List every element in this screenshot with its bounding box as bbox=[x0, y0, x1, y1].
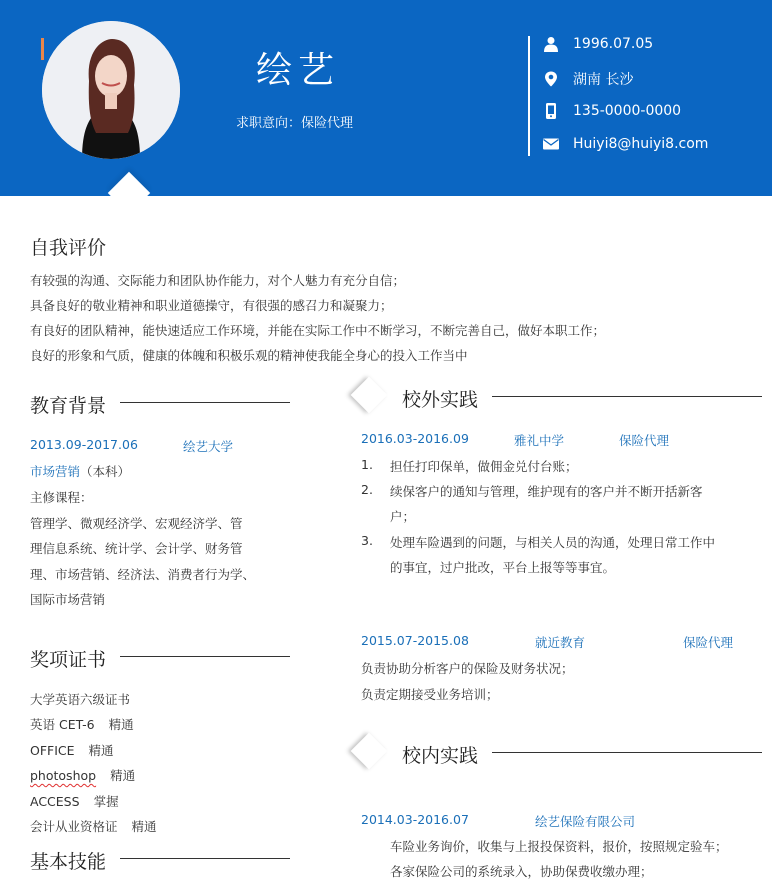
award-item bbox=[30, 766, 135, 784]
job1-period: 2016.03-2016.09 bbox=[361, 431, 469, 446]
course-line: 国际市场营销 bbox=[30, 592, 106, 607]
profile-photo bbox=[42, 21, 180, 159]
self-eval-line: 具备良好的敬业精神和职业道德操守，有很强的感召力和凝聚力； bbox=[30, 298, 393, 313]
candidate-name: 绘艺 bbox=[256, 50, 341, 91]
award-level: 精通 bbox=[108, 717, 134, 732]
accent-bar bbox=[41, 38, 44, 60]
inside-duty-line: 车险业务询价，收集与上报投保资料，报价，按照规定验车； bbox=[390, 839, 728, 854]
contact-phone bbox=[543, 103, 681, 119]
award-name: ACCESS bbox=[30, 794, 80, 809]
contact-location bbox=[543, 69, 633, 89]
education-rule bbox=[120, 402, 290, 403]
award-item bbox=[30, 715, 134, 733]
education-period: 2013.09-2017.06 bbox=[30, 437, 138, 452]
award-name: 会计从业资格证 bbox=[30, 819, 118, 834]
skills-title: 基本技能 bbox=[30, 847, 114, 874]
award-item bbox=[30, 690, 130, 708]
inside-duty-line: 各家保险公司的系统录入，协助保费收缴办理； bbox=[390, 864, 653, 879]
birth-date: 1996.07.05 bbox=[573, 36, 654, 52]
education-title: 教育背景 bbox=[30, 391, 114, 418]
award-level: 精通 bbox=[131, 819, 157, 834]
education-school: 绘艺大学 bbox=[183, 439, 234, 454]
job2-duty-line: 负责协助分析客户的保险及财务状况； bbox=[361, 661, 574, 676]
inside-org: 绘艺保险有限公司 bbox=[535, 814, 636, 829]
outside-practice-rule bbox=[492, 396, 762, 397]
award-level: 精通 bbox=[88, 743, 114, 758]
job1-duty-line: 担任打印保单，做佣金兑付台账； bbox=[390, 459, 578, 474]
email-address: Huiyi8@huiyi8.com bbox=[573, 136, 709, 152]
location: 湖南 长沙 bbox=[573, 72, 634, 88]
award-item bbox=[30, 817, 157, 835]
education-major-line bbox=[30, 462, 130, 480]
course-line: 管理学、微观经济学、宏观经济学、管 bbox=[30, 516, 243, 531]
self-eval-title: 自我评价 bbox=[30, 233, 106, 260]
outside-practice-title: 校外实践 bbox=[402, 385, 486, 412]
job1-org: 雅礼中学 bbox=[514, 433, 565, 448]
award-level: 掌握 bbox=[93, 794, 119, 809]
inside-period: 2014.03-2016.07 bbox=[361, 812, 469, 827]
contact-email bbox=[543, 136, 708, 152]
self-eval-line: 有良好的团队精神，能快速适应工作环境，并能在实际工作中不断学习，不断完善自己，做好本职工作； bbox=[30, 323, 606, 338]
skills-rule bbox=[120, 858, 290, 859]
section-diamond-marker bbox=[351, 733, 388, 770]
inside-practice-title: 校内实践 bbox=[402, 741, 486, 768]
education-degree: （本科） bbox=[80, 464, 131, 479]
award-name: 英语 CET-6 bbox=[30, 717, 95, 732]
award-name: OFFICE bbox=[30, 743, 75, 758]
inside-practice-rule bbox=[492, 752, 762, 753]
job1-duty-line: 续保客户的通知与管理，维护现有的客户并不断开括新客 bbox=[390, 484, 703, 499]
list-number: 2. bbox=[361, 482, 373, 497]
award-name: 大学英语六级证书 bbox=[30, 692, 131, 707]
location-pin-icon bbox=[543, 71, 559, 87]
contact-birth bbox=[543, 36, 653, 52]
list-number: 1. bbox=[361, 457, 373, 472]
envelope-icon bbox=[543, 136, 559, 152]
course-line: 理、市场营销、经济法、消费者行为学、 bbox=[30, 567, 256, 582]
job2-org: 就近教育 bbox=[535, 635, 586, 650]
section-diamond-marker bbox=[351, 377, 388, 414]
job2-role: 保险代理 bbox=[683, 635, 734, 650]
course-line: 理信息系统、统计学、会计学、财务管 bbox=[30, 541, 243, 556]
phone-icon bbox=[543, 103, 559, 119]
job-objective: 求职意向：保险代理 bbox=[236, 116, 354, 131]
header-banner bbox=[0, 0, 772, 196]
list-number: 3. bbox=[361, 533, 373, 548]
self-eval-line: 良好的形象和气质，健康的体魄和积极乐观的精神使我能全身心的投入工作当中 bbox=[30, 348, 468, 363]
job1-duty-line: 户； bbox=[390, 509, 416, 524]
person-icon bbox=[543, 36, 559, 52]
header-divider bbox=[528, 36, 530, 156]
job1-role: 保险代理 bbox=[619, 433, 670, 448]
self-eval-line: 有较强的沟通、交际能力和团队协作能力，对个人魅力有充分自信； bbox=[30, 273, 406, 288]
job1-duty-line: 的事宜，过户批改，平台上报等等事宜。 bbox=[390, 560, 616, 575]
award-item bbox=[30, 792, 119, 810]
education-major: 市场营销 bbox=[30, 464, 81, 479]
courses-label: 主修课程： bbox=[30, 490, 93, 505]
job1-duty-line: 处理车险遇到的问题，与相关人员的沟通，处理日常工作中 bbox=[390, 535, 716, 550]
award-item bbox=[30, 741, 114, 759]
awards-title: 奖项证书 bbox=[30, 645, 114, 672]
award-name: photoshop bbox=[30, 768, 97, 783]
phone-number: 135-0000-0000 bbox=[573, 103, 682, 119]
job2-duty-line: 负责定期接受业务培训； bbox=[361, 687, 499, 702]
awards-rule bbox=[120, 656, 290, 657]
award-level: 精通 bbox=[110, 768, 136, 783]
job2-period: 2015.07-2015.08 bbox=[361, 633, 469, 648]
